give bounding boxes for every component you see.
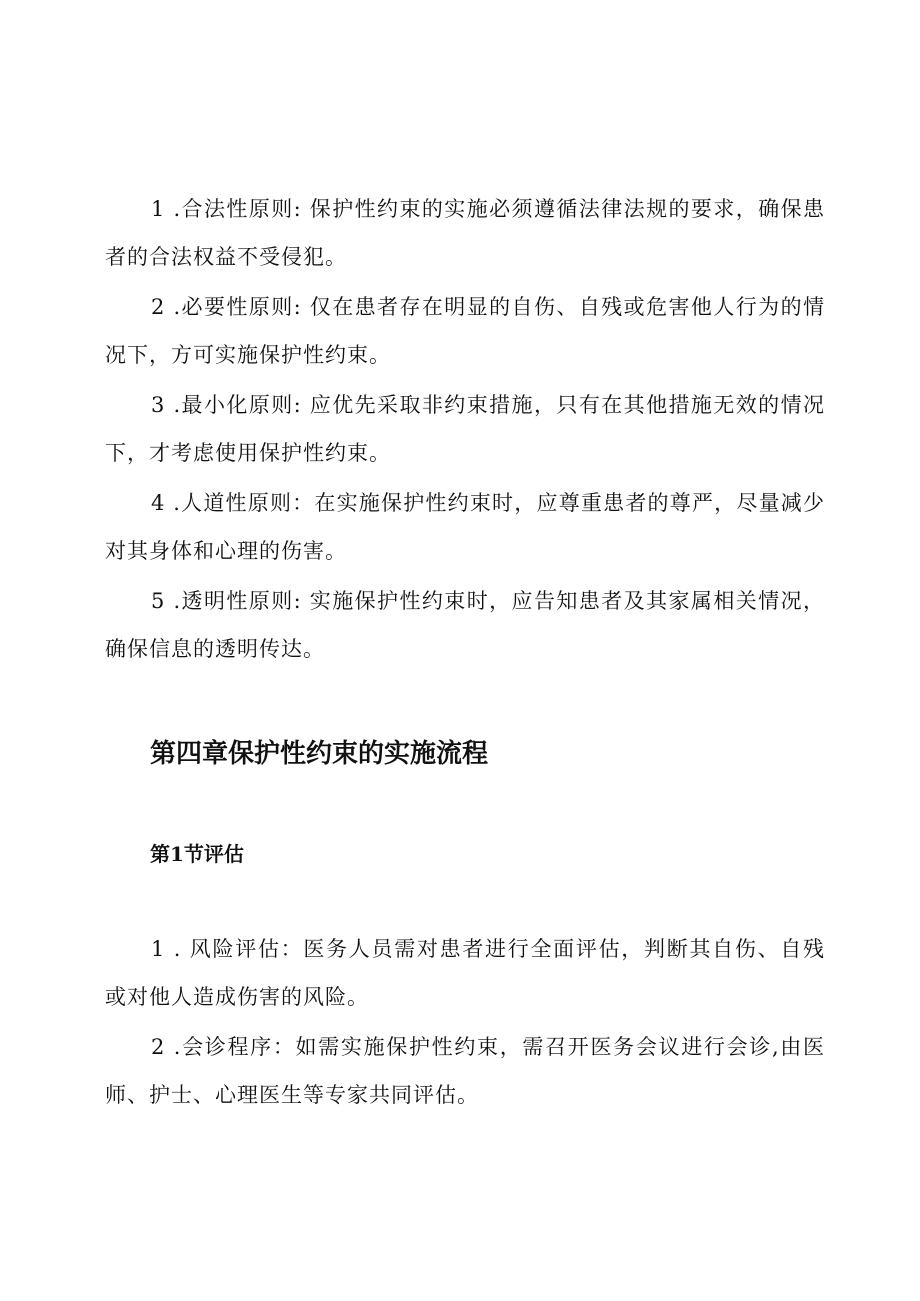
step-consultation: 2 .会诊程序：如需实施保护性约束，需召开医务会议进行会诊,由医师、护士、心理医生等专家共同评估。 [105,1035,825,1107]
chapter-title: 第四章保护性约束的实施流程 [150,739,489,769]
step-risk-assessment: 1 . 风险评估：医务人员需对患者进行全面评估，判断其自伤、自残或对他人造成伤害的风险。 [105,937,825,1009]
principle-necessity: 2 .必要性原则: 仅在患者存在明显的自伤、自残或危害他人行为的情况下，方可实施保护性约束。 [105,295,825,367]
principle-transparency: 5 .透明性原则: 实施保护性约束时，应告知患者及其家属相关情况，确保信息的透明传达。 [105,589,825,661]
principle-minimization: 3 .最小化原则: 应优先采取非约束措施，只有在其他措施无效的情况下，才考虑使用保护性约束。 [105,393,825,465]
principle-humanity: 4 .人道性原则：在实施保护性约束时，应尊重患者的尊严，尽量减少对其身体和心理的伤害。 [105,491,825,563]
section-title: 第1节评估 [150,842,244,866]
principle-legality: 1 .合法性原则: 保护性约束的实施必须遵循法律法规的要求，确保患者的合法权益不受侵犯。 [105,197,825,269]
